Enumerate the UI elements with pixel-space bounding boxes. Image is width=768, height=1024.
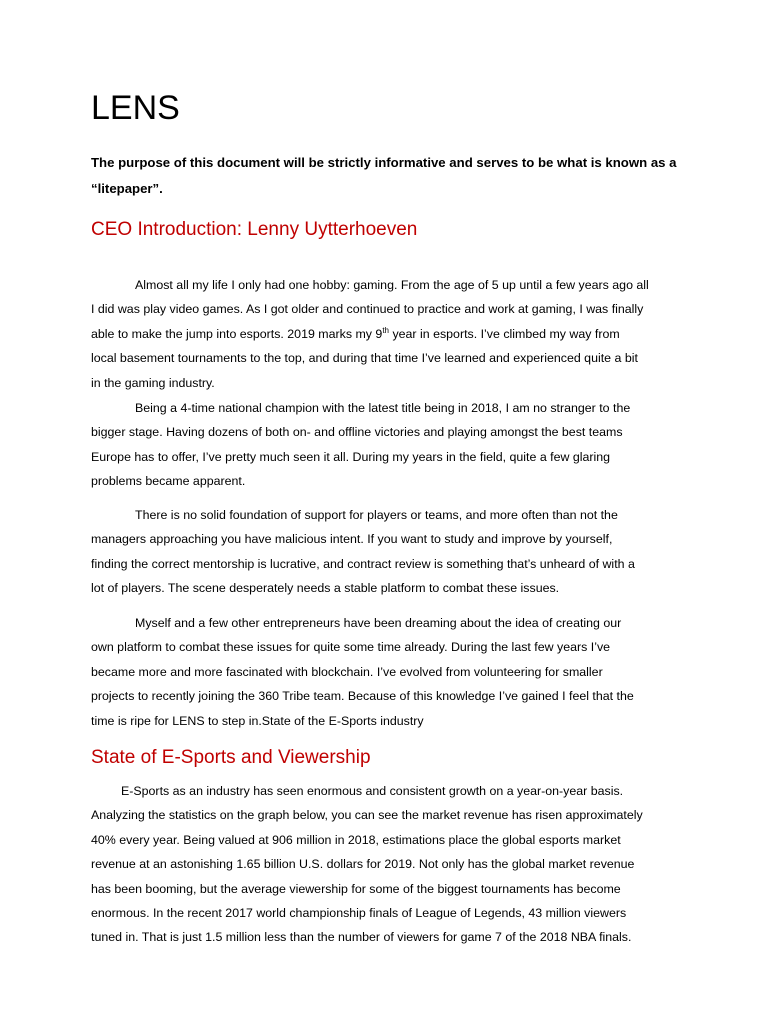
paragraph-line: time is ripe for LENS to step in.State of the E-Sports industry	[91, 713, 424, 728]
paragraph-line: managers approaching you have malicious intent. If you want to study and improve by yourself,	[91, 532, 613, 547]
paragraph-line: Analyzing the statistics on the graph below, you can see the market revenue has risen approximately	[91, 808, 643, 823]
ordinal-suffix: th	[382, 325, 389, 335]
paragraph-hobby	[91, 273, 677, 395]
state-of-esports-heading: State of E-Sports and Viewership	[91, 747, 371, 768]
paragraph-esports-growth	[91, 779, 677, 950]
paragraph-line: There is no solid foundation of support for players or teams, and more often than not the	[135, 508, 618, 522]
paragraph-champion	[91, 396, 677, 494]
paragraph-line: problems became apparent.	[91, 474, 246, 489]
paragraph-line: bigger stage. Having dozens of both on- and offline victories and playing amongst the best teams	[91, 425, 623, 440]
paragraph-line: became more and more fascinated with blockchain. I’ve evolved from volunteering for smaller	[91, 664, 603, 679]
purpose-statement	[91, 150, 691, 202]
paragraph-line: finding the correct mentorship is lucrative, and contract review is something that’s unheard of with a	[91, 556, 635, 571]
ceo-introduction-heading: CEO Introduction: Lenny Uytterhoeven	[91, 219, 418, 240]
paragraph-line	[91, 322, 677, 346]
purpose-line: The purpose of this document will be strictly informative and serves to be what is known as a	[91, 155, 677, 170]
paragraph-line: local basement tournaments to the top, and during that time I’ve learned and experienced quite a bit	[91, 351, 638, 366]
paragraph-line: E-Sports as an industry has seen enormous and consistent growth on a year-on-year basis.	[121, 784, 624, 798]
paragraph-line: Myself and a few other entrepreneurs have been dreaming about the idea of creating our	[135, 616, 622, 630]
paragraph-platform	[91, 611, 677, 733]
paragraph-line: Being a 4-time national champion with the latest title being in 2018, I am no stranger to the	[135, 401, 631, 415]
paragraph-line: revenue at an astonishing 1.65 billion U.S. dollars for 2019. Not only has the global market revenue	[91, 857, 635, 872]
purpose-line: “litepaper”.	[91, 181, 163, 196]
paragraph-problems	[91, 503, 677, 601]
paragraph-line: lot of players. The scene desperately needs a stable platform to combat these issues.	[91, 581, 560, 596]
paragraph-text: able to make the jump into esports. 2019 marks my 9	[91, 326, 383, 341]
paragraph-line: has been booming, but the average viewership for some of the biggest tournaments has become	[91, 881, 621, 896]
paragraph-line: enormous. In the recent 2017 world championship finals of League of Legends, 43 million viewers	[91, 906, 627, 921]
paragraph-line: I did was play video games. As I got older and continued to practice and work at gaming, I was finally	[91, 302, 644, 317]
paragraph-line: in the gaming industry.	[91, 375, 215, 390]
paragraph-line: own platform to combat these issues for quite some time already. During the last few years I’ve	[91, 640, 611, 655]
paragraph-text: year in esports. I’ve climbed my way from	[389, 326, 620, 341]
document-title: LENS	[91, 89, 180, 127]
paragraph-line: Europe has to offer, I’ve pretty much seen it all. During my years in the field, quite a few glaring	[91, 449, 611, 464]
paragraph-line: Almost all my life I only had one hobby: gaming. From the age of 5 up until a few years ago all	[135, 278, 649, 292]
paragraph-line: projects to recently joining the 360 Tribe team. Because of this knowledge I’ve gained I feel that the	[91, 689, 634, 704]
paragraph-line: 40% every year. Being valued at 906 million in 2018, estimations place the global esports market	[91, 832, 621, 847]
paragraph-line: tuned in. That is just 1.5 million less than the number of viewers for game 7 of the 2018 NBA finals.	[91, 930, 632, 945]
